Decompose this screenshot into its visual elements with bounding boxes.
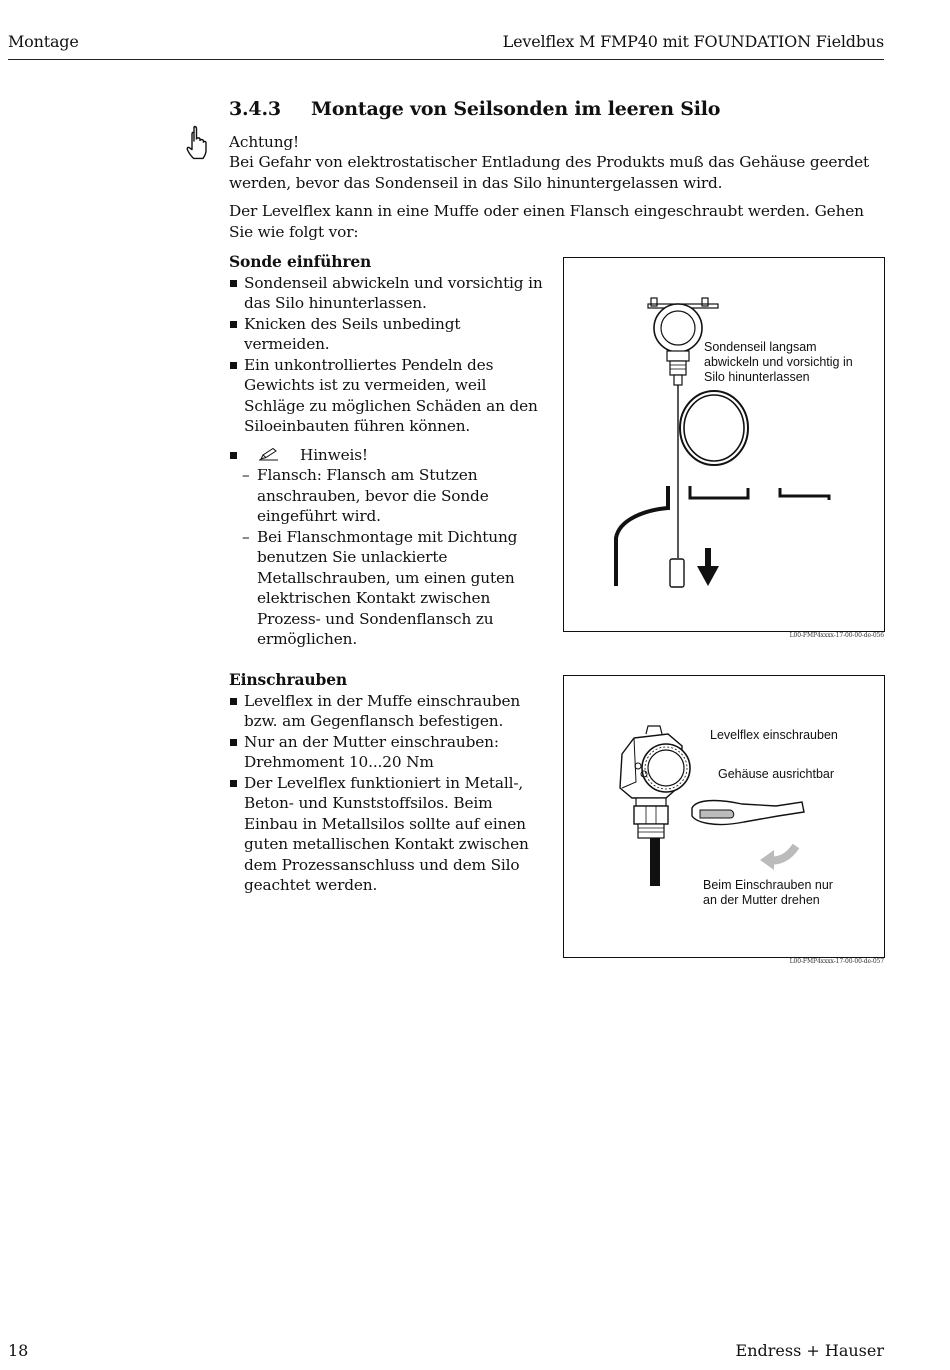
figure2-label-bottom: Beim Einschrauben nur an der Mutter drehen	[703, 878, 833, 907]
warning-title: Achtung!	[229, 133, 300, 151]
section-title: Montage von Seilsonden im leeren Silo	[311, 98, 721, 120]
list-item: Ein unkontrolliertes Pendeln des Gewichts ist zu vermeiden, weil Schläge zu möglichen Schäden an den Siloeinbauten führen können.	[229, 355, 549, 437]
list-item: Sondenseil abwickeln und vorsichtig in das Silo hinunterlassen.	[229, 273, 549, 314]
screw-in-drawing	[564, 676, 884, 957]
probe-insertion-list	[229, 273, 549, 437]
screw-in-heading: Einschrauben	[229, 670, 348, 689]
screw-in-block	[229, 670, 549, 896]
header-divider	[8, 59, 884, 60]
pencil-icon	[258, 447, 280, 461]
intro-paragraph: Der Levelflex kann in eine Muffe oder einen Flansch eingeschraubt werden. Gehen Sie wie folgt vor:	[229, 202, 864, 241]
list-item: Knicken des Seils unbedingt vermeiden.	[229, 314, 549, 355]
list-item: Levelflex in der Muffe einschrauben bzw. am Gegenflansch befestigen.	[229, 691, 549, 732]
warning-body: Bei Gefahr von elektrostatischer Entladung des Produkts muß das Gehäuse geerdet werden, bevor das Sondenseil in das Silo hinuntergelassen wird.	[229, 153, 870, 192]
figure1-code: L00-FMP4xxxx-17-00-00-de-056	[789, 632, 884, 639]
figure2-label-top: Levelflex einschrauben	[710, 728, 838, 742]
figure2-label-mid: Gehäuse ausrichtbar	[718, 767, 835, 781]
header-section-name: Montage	[8, 32, 79, 51]
page-number: 18	[8, 1341, 29, 1360]
figure1-label: Sondenseil langsam abwickeln und vorsichtig in Silo hinunterlassen	[704, 340, 853, 384]
header-document-title: Levelflex M FMP40 mit FOUNDATION Fieldbus	[502, 32, 884, 51]
list-item: – Flansch: Flansch am Stutzen anschrauben, bevor die Sonde eingeführt wird.	[229, 465, 549, 527]
probe-insertion-block	[229, 252, 549, 650]
figure2-code: L00-FMP4xxxx-17-00-00-de-057	[789, 958, 884, 965]
hint-list	[229, 465, 549, 650]
screw-in-list	[229, 691, 549, 896]
probe-lowering-figure	[563, 257, 885, 632]
list-item: – Bei Flanschmontage mit Dichtung benutzen Sie unlackierte Metallschrauben, um einen guten elektrischen Kontakt zwischen Prozess- und Sondenflansch zu ermöglichen.	[229, 527, 549, 650]
section-number: 3.4.3	[229, 98, 281, 120]
pointing-hand-icon	[185, 125, 207, 161]
list-item: Der Levelflex funktioniert in Metall-, Beton- und Kunststoffsilos. Beim Einbau in Metallsilos sollte auf einen guten metallischen Kontakt zwischen dem Prozessanschluss und dem Silo geachtet werden.	[229, 773, 549, 896]
footer-brand: Endress + Hauser	[735, 1341, 884, 1360]
list-item: Nur an der Mutter einschrauben: Drehmoment 10...20 Nm	[229, 732, 549, 773]
hint-header	[229, 445, 549, 466]
probe-lowering-drawing	[564, 258, 884, 631]
section-heading	[229, 98, 720, 120]
hint-label: Hinweis!	[300, 445, 368, 464]
screw-in-figure	[563, 675, 885, 958]
probe-insertion-heading: Sonde einführen	[229, 252, 372, 271]
